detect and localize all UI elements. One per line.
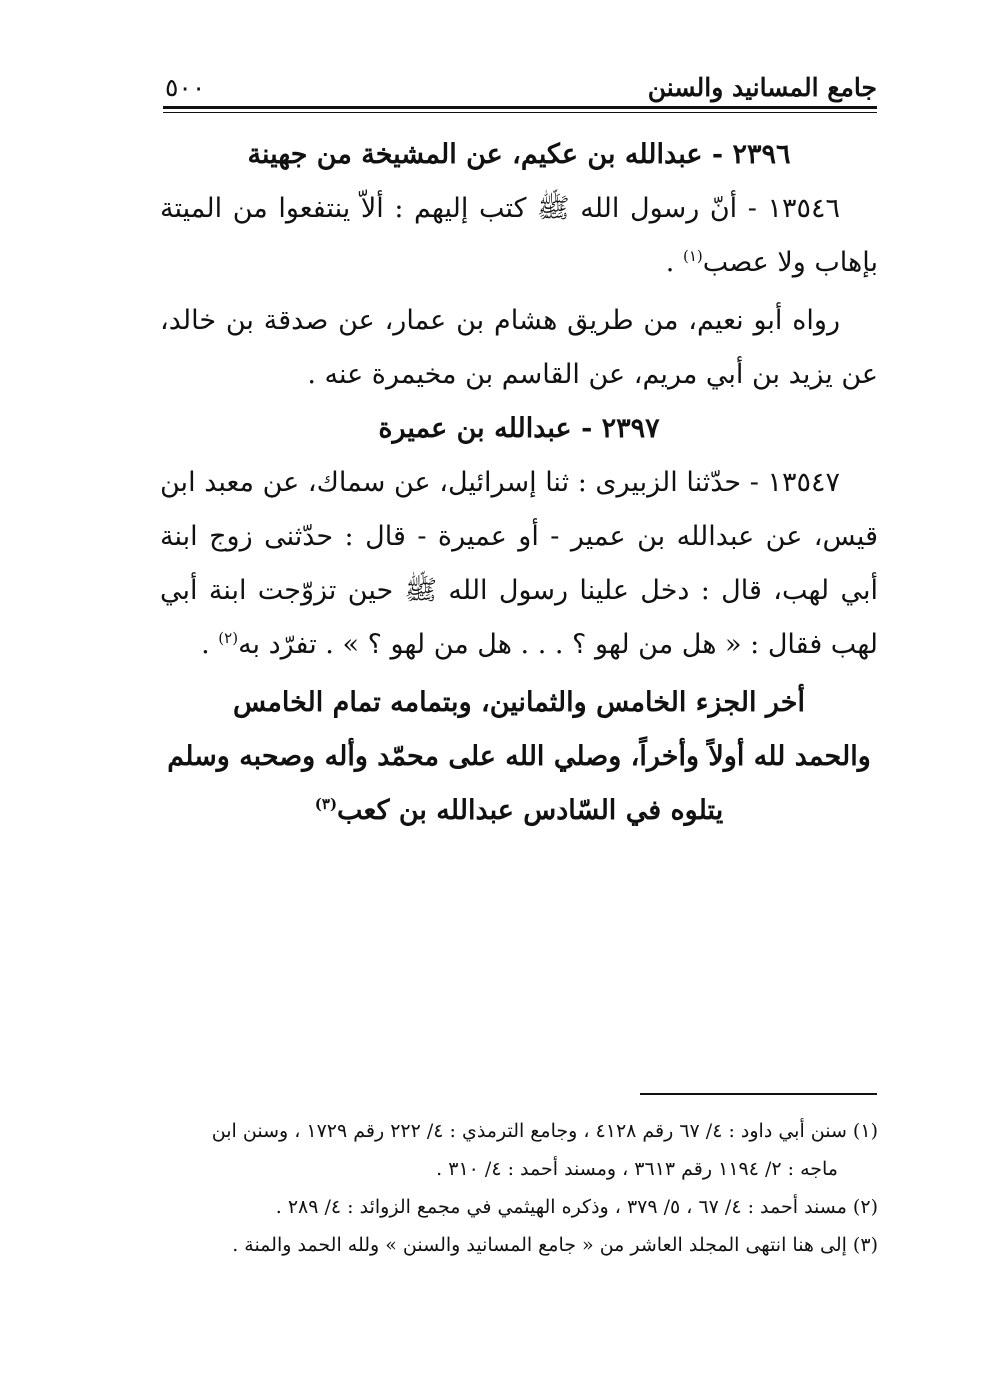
section-heading-2397: ٢٣٩٧ - عبدالله بن عميرة [378,413,660,444]
running-title: جامع المسانيد والسنن [647,73,877,102]
hadith-13547-text: ١٣٥٤٧ - حدّثنا الزبيرى : ثنا إسرائيل، عن سماك، عن معبد ابن قيس، عن عبدالله بن عمير - أو عميرة - قال : حدّثنى زوج ابنة أبي لهب، قال : دخل علينا رسول الله ﷺ حين تزوّجت ابنة أبي لهب فقال : « هل من لهو ؟ . . . هل من لهو ؟ » . تفرّد به [160,467,878,660]
hadith-13546 [160,182,878,290]
footnote-ref-2: (٢) [218,629,239,647]
footnote-ref-1: (١) [682,247,703,265]
footnote-separator [640,1093,877,1095]
footnote-2: (٢) مسند أحمد : ٤/ ٦٧ ، ٥/ ٣٧٩ ، وذكره الهيثمي في مجمع الزوائد : ٤/ ٢٨٩ . [275,1196,878,1218]
colophon-line-2: والحمد لله أولاً وأخراً، وصلي الله على محمّد وأله وصحبه وسلم [167,741,871,772]
hadith-13546-text: ١٣٥٤٦ - أنّ رسول الله ﷺ كتب إليهم : ألاّ ينتفعوا من الميتة بإهاب ولا عصب [160,193,878,278]
running-head [165,58,877,102]
footnotes [160,1112,878,1264]
colophon-line-1: أخر الجزء الخامس والثمانين، وبتمامه تمام الخامس [233,687,805,718]
hadith-13546-end: . [665,247,683,278]
hadith-13547 [160,456,878,672]
takhrij-13546: رواه أبو نعيم، من طريق هشام بن عمار، عن صدقة بن خالد، عن يزيد بن أبي مريم، عن القاسم بن مخيمرة عنه . [160,305,878,390]
footnote-1-line-2: ماجه : ٢/ ١١٩٤ رقم ٣٦١٣ ، ومسند أحمد : ٤/ ٣١٠ . [436,1158,838,1180]
colophon-line-3-text: يتلوه في السّادس عبدالله بن كعب [337,795,724,826]
header-rule [163,106,877,113]
footnote-ref-3: (٣) [314,795,338,813]
section-heading-2396: ٢٣٩٦ - عبدالله بن عكيم، عن المشيخة من جهينة [247,139,791,170]
hadith-13547-end: . [201,629,219,660]
footnote-1-line-1: (١) سنن أبي داود : ٤/ ٦٧ رقم ٤١٢٨ ، وجامع الترمذي : ٤/ ٢٢٢ رقم ١٧٢٩ ، وسنن ابن [211,1120,878,1142]
colophon-line-3 [160,784,878,838]
main-text [160,128,878,838]
footnote-3: (٣) إلى هنا انتهى المجلد العاشر من « جامع المسانيد والسنن » ولله الحمد والمنة . [232,1234,878,1256]
page-number: ٥٠٠ [165,73,206,102]
